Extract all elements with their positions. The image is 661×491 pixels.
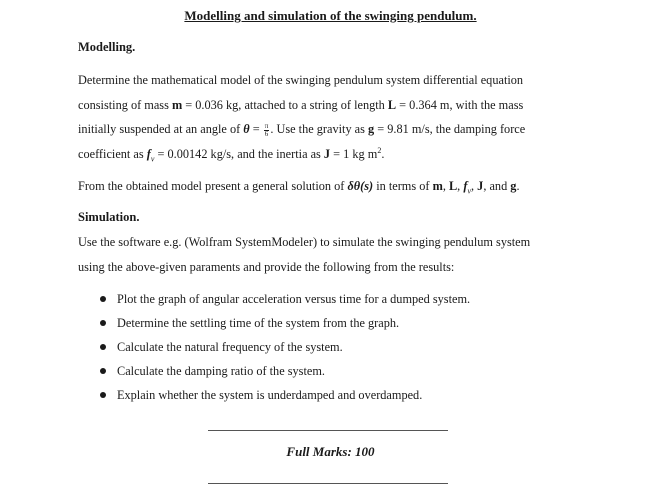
bullet-icon [100,320,106,326]
list-item: Calculate the natural frequency of the system. [100,335,470,359]
bullet-icon [100,344,106,350]
solution-line: From the obtained model present a general solution of δθ(s) in terms of m, L, $f_v$, J, and g. [78,179,520,196]
list-item: Plot the graph of angular acceleration versus time for a dumped system. [100,287,470,311]
bullet-icon [100,296,106,302]
modelling-line-4: coefficient as $f_v = 0.00142$ kg/s, and the inertia as J = 1 kg $m^2$. [78,145,385,163]
solution-paragraph [78,174,590,199]
modelling-heading: Modelling. [78,40,136,54]
simulation-line-2: using the above-given paraments and provide the following from the results: [78,259,455,274]
modelling-line-2: consisting of mass m = 0.036 kg, attached to a string of length L = 0.364 m, with the mass [78,97,524,112]
list-item: Determine the settling time of the system from the graph. [100,311,470,335]
full-marks: Full Marks: 100 [286,444,375,459]
divider-bottom [208,483,448,484]
divider-top [208,430,448,431]
simulation-heading: Simulation. [78,210,140,224]
pi-over-six-fraction: $\frac{\pi}{6}$ [264,121,269,138]
simulation-paragraph [78,230,590,279]
modelling-line-3: initially suspended at an angle of θ = $\frac{\pi}{6}$ . Use the gravity as g = 9.81 m/s, the damping force [78,121,526,138]
bullet-icon [100,392,106,398]
list-item: Explain whether the system is underdamped and overdamped. [100,383,470,407]
simulation-line-1: Use the software e.g. (Wolfram SystemModeler) to simulate the swinging pendulum system [78,235,531,249]
modelling-line-1: Determine the mathematical model of the swinging pendulum system differential equation [78,73,524,87]
document-title: Modelling and simulation of the swinging pendulum. [184,8,477,23]
bullet-icon [100,368,106,374]
modelling-paragraph [78,68,590,166]
task-list [100,287,470,407]
list-item: Calculate the damping ratio of the system. [100,359,470,383]
